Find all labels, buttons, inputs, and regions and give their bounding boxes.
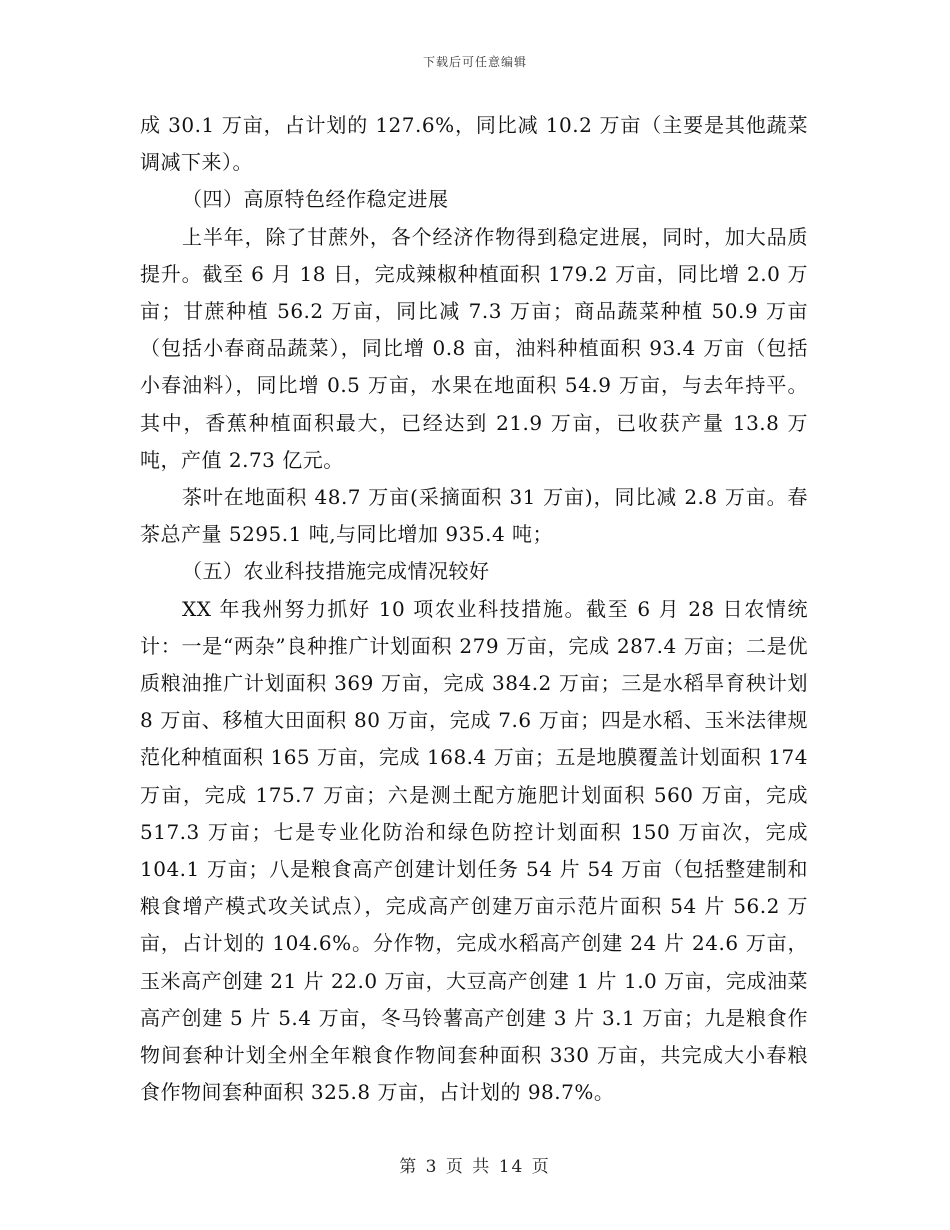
paragraph-agri-tech: XX 年我州努力抓好 10 项农业科技措施。截至 6 月 28 日农情统计：一是“两杂”良种推广计划面积 279 万亩，完成 287.4 万亩；二是优质粮油推广计划面积 369 万亩，完成 384.2 万亩；三是水稻旱育秧计划 8 万亩、移植大田面积 80 万亩，完成 7.6 万亩；四是水稻、玉米法律规范化种植面积 165 万亩，完成 168.4 万亩；五是地膜覆盖计划面积 174 万亩，完成 175.7 万亩；六是测土配方施肥计划面积 560 万亩，完成 517.3 万亩；七是专业化防治和绿色防控计划面积 150 万亩次，完成 104.1 万亩；八是粮食高产创建计划任务 54 片 54 万亩（包括整建制和粮食增产模式攻关试点），完成高产创建万亩示范片面积 54 片 56.2 万亩，占计划的 104.6%。分作物，完成水稻高产创建 24 片 24.6 万亩，玉米高产创建 21 片 22.0 万亩，大豆高产创建 1 片 1.0 万亩，完成油菜高产创建 5 片 5.4 万亩，冬马铃薯高产创建 3 片 3.1 万亩；九是粮食作物间套种计划全州全年粮食作物间套种面积 330 万亩，共完成大小春粮食作物间套种面积 325.8 万亩，占计划的 98.7%。 (140, 596, 808, 1105)
document-body (140, 107, 808, 1111)
page-header: 下载后可任意编辑 (422, 55, 527, 69)
section-heading-4: （四）高原特色经作稳定进展 (182, 187, 449, 212)
paragraph-tea: 茶叶在地面积 48.7 万亩(采摘面积 31 万亩)，同比减 2.8 万亩。春茶总产量 5295.1 吨,与同比增加 935.4 吨； (140, 485, 808, 547)
section-heading-5: （五）农业科技措施完成情况较好 (182, 559, 490, 584)
page-number: 第 3 页 共 14 页 (399, 1157, 551, 1177)
paragraph-continuation: 成 30.1 万亩，占计划的 127.6%，同比减 10.2 万亩（主要是其他蔬菜调减下来）。 (140, 113, 808, 175)
paragraph-cash-crops: 上半年，除了甘蔗外，各个经济作物得到稳定进展，同时，加大品质提升。截至 6 月 18 日，完成辣椒种植面积 179.2 万亩，同比增 2.0 万亩；甘蔗种植 56.2 万亩，同比减 7.3 万亩；商品蔬菜种植 50.9 万亩（包括小春商品蔬菜），同比增 0.8 亩，油料种植面积 93.4 万亩（包括小春油料），同比增 0.5 万亩，水果在地面积 54.9 万亩，与去年持平。其中，香蕉种植面积最大，已经达到 21.9 万亩，已收获产量 13.8 万吨，产值 2.73 亿元。 (140, 224, 808, 472)
